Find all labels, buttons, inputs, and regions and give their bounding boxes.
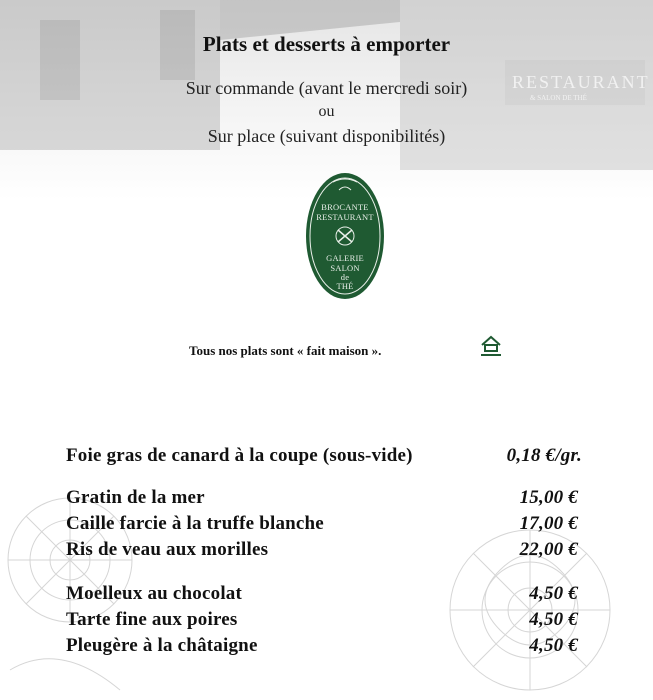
menu-item-name: Ris de veau aux morilles: [66, 539, 269, 560]
homemade-notice: Tous nos plats sont « fait maison ».: [189, 343, 382, 358]
logo-text-galerie: GALERIE: [326, 253, 364, 263]
logo-text-de: de: [340, 272, 350, 282]
restaurant-logo: [305, 172, 385, 300]
logo-text-restaurant: RESTAURANT: [316, 212, 374, 222]
onsite-instruction: Sur place (suivant disponibilités): [207, 126, 446, 146]
menu-item-price: 4,50 €: [529, 635, 578, 656]
house-icon: [478, 333, 504, 359]
menu-item-name: Tarte fine aux poires: [66, 609, 238, 630]
menu-item-price: 17,00 €: [519, 513, 578, 534]
logo-text-the: THÉ: [336, 281, 354, 291]
menu-item-price: 4,50 €: [529, 583, 578, 604]
logo-text-salon: SALON: [330, 263, 360, 273]
menu-item-name: Caille farcie à la truffe blanche: [66, 513, 324, 534]
menu-item-name: Pleugère à la châtaigne: [66, 635, 258, 656]
sign-subtext: & SALON DE THÉ: [530, 94, 587, 102]
flower-decoration-left: [0, 440, 170, 700]
menu-item-name: Gratin de la mer: [66, 487, 205, 508]
menu-item-price: 15,00 €: [519, 487, 578, 508]
menu-item-price: 4,50 €: [529, 609, 578, 630]
logo-text-brocante: BROCANTE: [321, 202, 369, 212]
menu-item-price: 22,00 €: [519, 539, 578, 560]
sign-text: RESTAURANT: [512, 72, 650, 92]
or-separator: ou: [318, 103, 335, 120]
order-instruction: Sur commande (avant le mercredi soir): [185, 78, 468, 98]
menu-item-name: Foie gras de canard à la coupe (sous-vide): [66, 445, 413, 466]
page-title: Plats et desserts à emporter: [202, 32, 451, 56]
menu-item-name: Moelleux au chocolat: [66, 583, 243, 604]
menu-item-price: 0,18 €/gr.: [506, 445, 582, 466]
